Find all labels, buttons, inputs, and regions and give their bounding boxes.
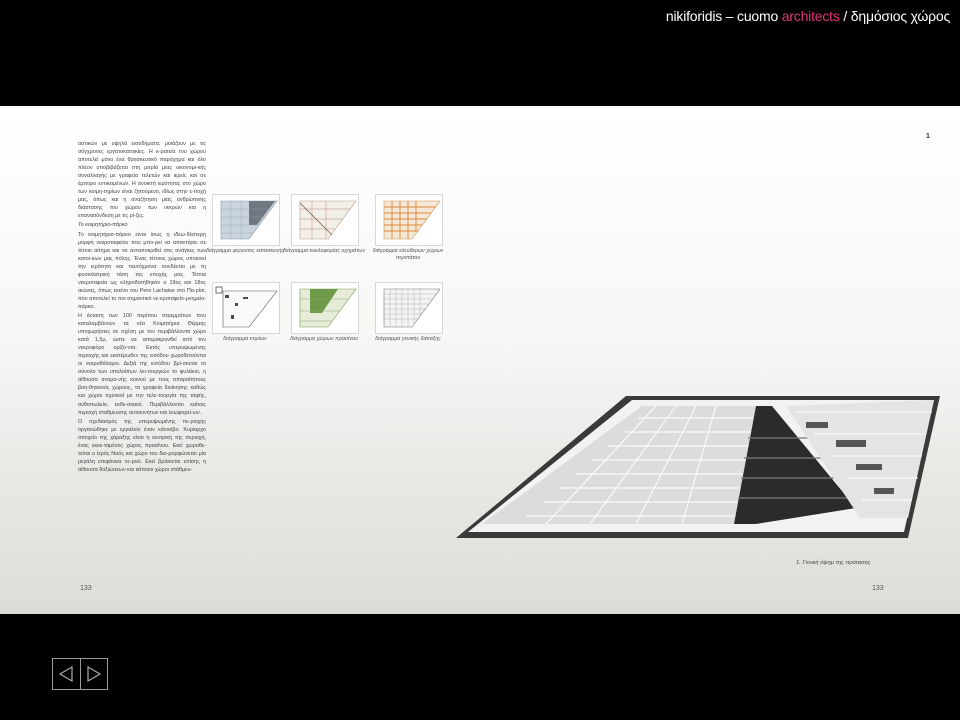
header-bar [0,0,960,106]
general-layout-diagram-icon [376,283,442,333]
paragraph: Το κοιμητήριο-πάρκο είναι ίσως η ιδεω-δέστερη μορφή νεκροταφείου που μπο-ρεί να απαντήσει σε τέτοιο αίτημα και να ανταποκριθεί στις ανάγκες των κατοί-κων μας πόλης. Ένας τέτοιος χώρος υποκινεί την ιερότητα και ταυτόχρονα συνδέεται με τη φυσιολατρική τάση της εποχής μας. Τέτοια νεκροταφεία ως κληροδοτήθηκαν ο 19ος και 18ος αιώνας, όπως εκείνο του Pere Lachaise στο Πα-ρίσι, που αποτελεί το πιο σημαντικό νε-κροταφείο-μνημείο-πάρκο. [78,231,206,310]
brand-accent: architects [781,8,840,24]
thumbnail-caption: διάγραμμα ελεύθερων χώρων περιπάτου [372,248,444,261]
prev-page-button[interactable] [53,659,80,689]
brand-separator: / [843,8,848,24]
paragraph: αστικών με υψηλά εισοδήματα, μοιάζουν με τις σύγχρονες εργατοκατοικίες. Η κ-ρατεία του χώρου αποτελεί μόνο ένα θρησκευτικό παρόχημα και όλο πλέον υποβιβάζεται στη μιτρία μιας οικονομι-κής συναλλαγής με γραφεία τελετών και ιερείς και σε έμπορο εντικειμένων. Η ανοικτή ιερότητας στο χώρο των κοιμη-τηρίων είναι ζητούμενο, ιδίως στην ε-ποχή μας, όπως και η αναζήτηση μιας ανθρώπινης διάστασης του χώρου των νεκρών και η επανασύνδεση με τις ρί-ζες. [78,141,206,220]
paragraph: Η έκταση των 100 περίπου στρεμμάτων που καταλαμβάνουν τα νέα Κοιμητήρια Θέρμης υποχωρήσεις σε σχέση με τον περιβάλλοντα χώρο κατά 1,5μ, ώστε να απομακρυνθεί από τον νεκροφόρο ορίζο-ντα. Εκτός υπερυψωμένης περιοχής και εκατέρωθεν της εισόδου χωροθετούνται οι νεκροθάλαμοι. Δεξιά της εισόδου βρί-σκεται το σύνολο των υπολοίπων λει-τουργιών το φυλάκιο, η αίθουσα αναμο-νής κοινού με τους απαραίτητους βοη-θητικούς χώρους, τα γραφεία διοίκησης καθώς και χώροι σχετικοί με την τελε-τουργία της ταφής, ανθοπωλείο, εκθε-σιακοί. Περιβάλλονται καίτοις περιοχή σταθμευσης αυτοκινήτων και λεωφορεί-ων. [78,312,206,416]
thumbnail-layout [375,282,443,334]
site-perspective-plan-icon [456,392,940,552]
brand-section: δημόσιος χώρος [850,8,950,24]
thumbnail-caption: διάγραμμα κτιρίων [223,336,267,342]
thumbnail-walkways [375,194,443,246]
brand-title [666,8,950,24]
thumbnail-caption: διάγραμμα γενικής διάταξης [375,336,441,342]
thumbnail-structure [212,194,280,246]
page-number-left: 133 [80,585,92,592]
thumbnail-traffic [291,194,359,246]
brand-prefix: nikiforidis – cuomo [665,8,779,24]
page-navigation [52,658,108,690]
next-page-button[interactable] [80,659,108,689]
subheading: Το κοιμητήριο-πάρκο [78,222,128,229]
thumbnail-caption: διάγραμμα φέροντος κατασκευής [206,248,284,254]
figure-number: 1 [926,133,930,140]
walkways-diagram-icon [376,195,442,245]
thumbnail-green [291,282,359,334]
thumbnail-caption: διάγραμμα κυκλοφορίας οχημάτων [282,248,366,254]
figure-caption: 1. Γενική όψημ της πρότασης [796,560,871,566]
green-spaces-diagram-icon [292,283,358,333]
prev-triangle-icon [57,665,75,683]
body-text-column [78,140,206,475]
footer-bar [0,614,960,720]
thumbnail-caption: διάγραμμα χώρων πρασίνου [289,336,358,342]
paragraph: Ο σχεδιασμός της υπερυψωμένης πε-ριοχής οργανώθηκε με εργαλείο έναν κάνναβο. Κυρίαρχο στοιχείο της χάραξης είναι η κεντρική της περιοχή, ένας εκκε-ταμένος χώρος πρασίνου. Εκεί χωροθε-τείται ο Ιερός Ναός και χώρο του διο-μορφώνεται μία μεγάλη επιφάνεια νε-ρού. Εκεί βρίσκεται επίσης η αίθουσα δοξιώσεων και κάποιοι χώροι στάθμευ- [78,418,206,473]
page-number-right: 133 [872,585,884,592]
buildings-diagram-icon [213,283,279,333]
thumbnail-buildings [212,282,280,334]
document-page [0,106,960,614]
traffic-diagram-icon [292,195,358,245]
next-triangle-icon [85,665,103,683]
structure-diagram-icon [213,195,279,245]
